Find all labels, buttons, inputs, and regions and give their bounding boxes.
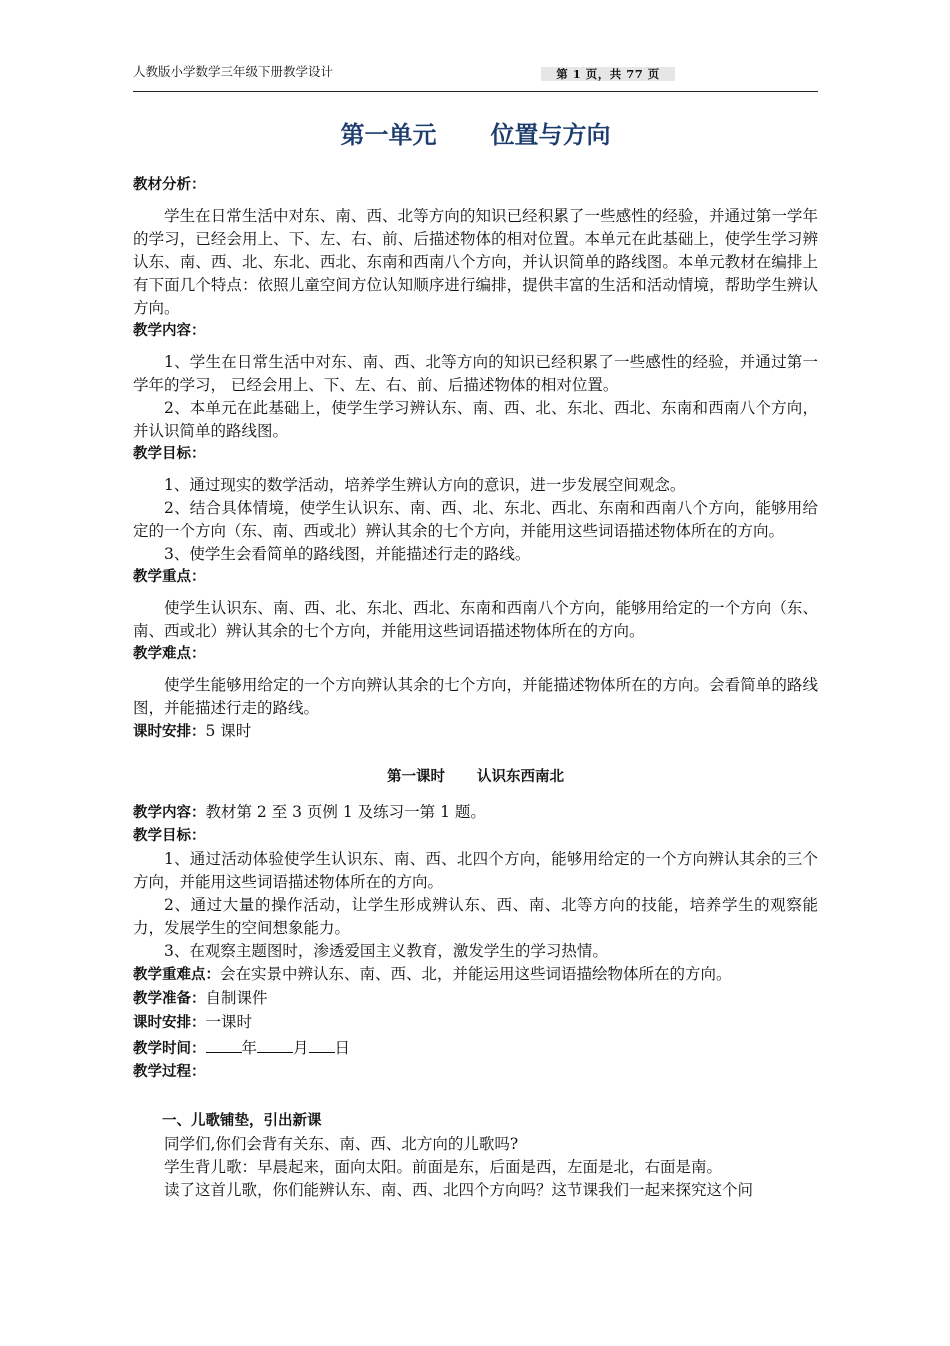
section-1-line-3: 读了这首儿歌，你们能辨认东、南、西、北四个方向吗？这节课我们一起来探究这个问: [164, 1181, 754, 1199]
lesson-schedule-line: [133, 1011, 818, 1035]
lesson-prep-label: 教学准备：: [133, 991, 206, 1007]
unit-title: [133, 118, 818, 152]
unit-title-number: 第一单元: [340, 121, 437, 149]
section-1-line-2: 学生背儿歌：早晨起来，面向太阳。前面是东，后面是西，左面是北，右面是南。: [164, 1158, 723, 1176]
header-divider: [133, 91, 818, 92]
lesson-time-label: 教学时间：: [133, 1041, 206, 1057]
schedule-label: 课时安排：: [133, 724, 206, 740]
content-item-1: 1、学生在日常生活中对东、南、西、北等方向的知识已经积累了一些感性的经验，并通过第一学年的学习， 已经会用上、下、左、右、前、后描述物体的相对位置。: [133, 353, 818, 394]
day-blank: [309, 1035, 335, 1053]
analysis-text: 学生在日常生活中对东、南、西、北等方向的知识已经积累了一些感性的经验，并通过第一学年的学习，已经会用上、下、左、右、前、后描述物体的相对位置。本单元在此基础上，使学生学习辨认东、南、西、北、东北、西北、东南和西南八个方向，并认识简单的路线图。本单元教材在编排上有下面几个特点：依照儿童空间方位认知顺序进行编排，提供丰富的生活和活动情境，帮助学生辨认方向。: [133, 207, 818, 317]
lesson-goals-heading: 教学目标：: [133, 828, 206, 844]
document-body: [133, 118, 818, 1202]
lesson-prep-value: 自制课件: [205, 989, 268, 1007]
year-blank: [206, 1035, 242, 1053]
schedule-line: [133, 720, 818, 744]
header-page-number: 第 1 页，共 77 页: [541, 67, 675, 81]
month-label: 月: [293, 1039, 309, 1057]
section-1-line-1: 同学们,你们会背有关东、南、西、北方向的儿歌吗?: [164, 1135, 519, 1153]
day-label: 日: [334, 1039, 351, 1057]
section-1-title: 一、儿歌铺垫，引出新课: [162, 1113, 322, 1129]
key-text: 使学生认识东、南、西、北、东北、西北、东南和西南八个方向，能够用给定的一个方向（东、南、西或北）辨认其余的七个方向，并能用这些词语描述物体所在的方向。: [133, 599, 818, 640]
unit-title-name: 位置与方向: [490, 121, 611, 149]
content-item-2: 2、本单元在此基础上，使学生学习辨认东、南、西、北、东北、西北、东南和西南八个方向，并认识简单的路线图。: [133, 399, 818, 440]
lesson-keydiff-value: 会在实景中辨认东、南、西、北，并能运用这些词语描绘物体所在的方向。: [220, 965, 732, 983]
key-heading: 教学重点：: [133, 569, 206, 585]
schedule-value: 5 课时: [205, 722, 252, 740]
lesson-content-line: [133, 801, 818, 825]
content-heading: 教学内容：: [133, 323, 206, 339]
lesson-number: 第一课时: [387, 769, 445, 785]
lesson-goal-2: 2、通过大量的操作活动，让学生形成辨认东、西、南、北等方向的技能，培养学生的观察能力，发展学生的空间想象能力。: [133, 896, 818, 937]
lesson-name: 认识东西南北: [477, 769, 564, 785]
lesson-content-value: 教材第 2 至 3 页例 1 及练习一第 1 题。: [205, 803, 486, 821]
goals-heading: 教学目标：: [133, 446, 206, 462]
year-label: 年: [241, 1039, 258, 1057]
lesson-content-label: 教学内容：: [133, 805, 206, 821]
difficulty-text: 使学生能够用给定的一个方向辨认其余的七个方向，并能描述物体所在的方向。会看简单的路线图，并能描述行走的路线。: [133, 676, 818, 717]
lesson-goal-3: 3、在观察主题图时，渗透爱国主义教育，激发学生的学习热情。: [164, 942, 608, 960]
lesson-prep-line: [133, 987, 818, 1011]
lesson-keydiff-line: [133, 963, 818, 987]
goal-item-1: 1、通过现实的数学活动，培养学生辨认方向的意识，进一步发展空间观念。: [164, 476, 686, 494]
lesson-schedule-label: 课时安排：: [133, 1015, 206, 1031]
lesson-title: [133, 766, 818, 789]
month-blank: [257, 1035, 293, 1053]
lesson-schedule-value: 一课时: [205, 1013, 253, 1031]
lesson-time-line: [133, 1035, 818, 1061]
difficulty-heading: 教学难点：: [133, 646, 206, 662]
lesson-goal-1: 1、通过活动体验使学生认识东、南、西、北四个方向，能够用给定的一个方向辨认其余的三个方向，并能用这些词语描述物体所在的方向。: [133, 850, 818, 891]
header-book-title: 人教版小学数学三年级下册教学设计: [133, 64, 334, 79]
analysis-heading: 教材分析：: [133, 177, 206, 193]
lesson-keydiff-label: 教学重难点：: [133, 967, 220, 983]
lesson-process-heading: 教学过程：: [133, 1064, 206, 1080]
goal-item-3: 3、使学生会看简单的路线图，并能描述行走的路线。: [164, 545, 531, 563]
goal-item-2: 2、结合具体情境，使学生认识东、南、西、北、东北、西北、东南和西南八个方向，能够用给定的一个方向（东、南、西或北）辨认其余的七个方向，并能用这些词语描述物体所在的方向。: [133, 499, 818, 540]
